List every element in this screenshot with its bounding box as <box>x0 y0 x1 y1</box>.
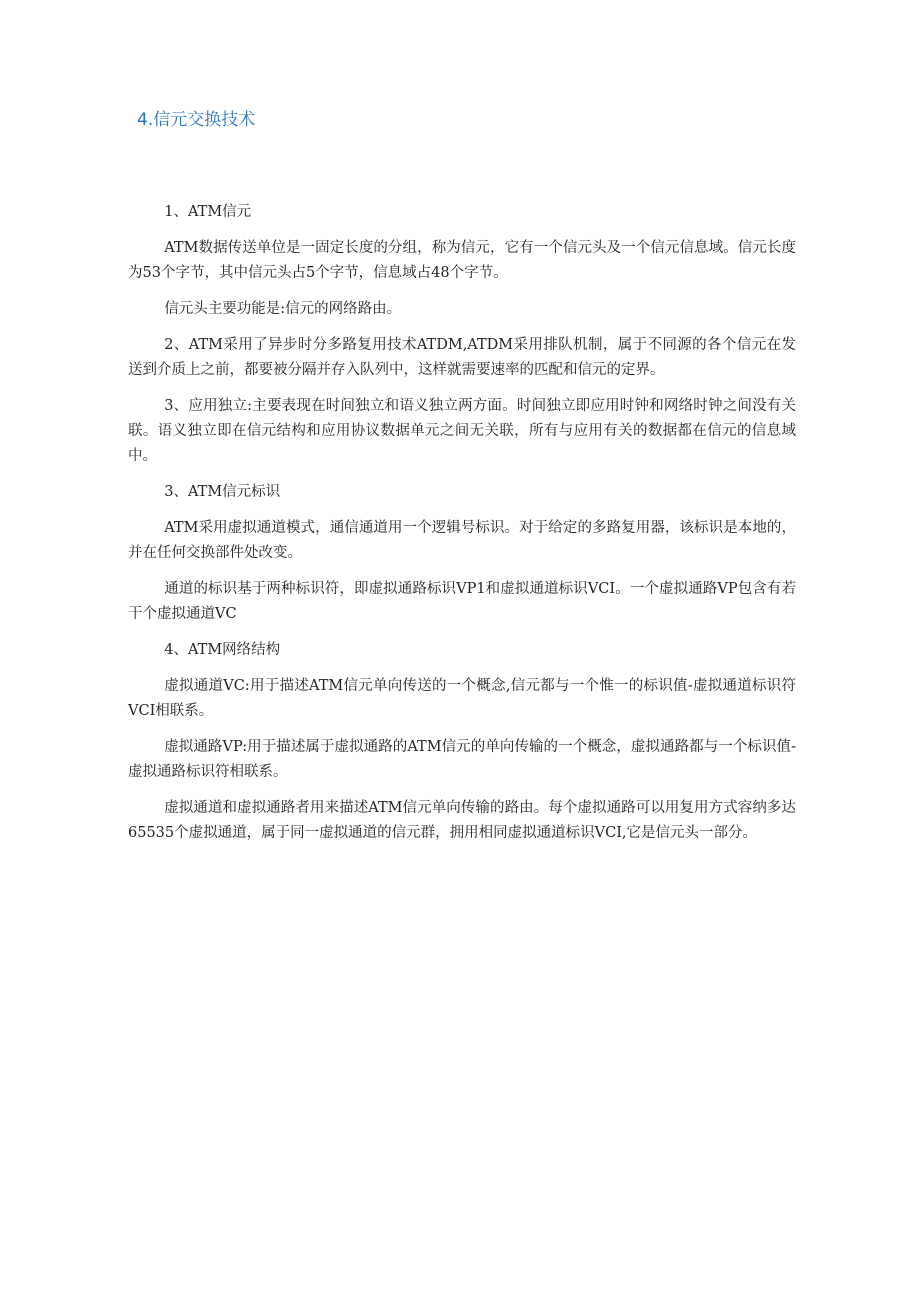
paragraph-virtual-path-vp: 虚拟通路VP:用于描述属于虚拟通路的ATM信元的单向传输的一个概念，虚拟通路都与一个标识值-虚拟通路标识符相联系。 <box>128 739 796 780</box>
paragraph-atm-cell-title: 1、ATM信元 <box>164 204 252 220</box>
paragraph-network-structure-title: 4、ATM网络结构 <box>164 642 281 658</box>
paragraph-atdm: 2、ATM采用了异步时分多路复用技术ATDM,ATDM采用排队机制，属于不同源的各个信元在发送到介质上之前，都要被分隔并存入队列中，这样就需要速率的匹配和信元的定界。 <box>128 337 796 378</box>
paragraph-virtual-channel-vc: 虚拟通道VC:用于描述ATM信元单向传送的一个概念,信元都与一个惟一的标识值-虚拟通道标识符VCI相联系。 <box>128 678 796 719</box>
paragraph-channel-identifiers: 通道的标识基于两种标识符，即虚拟通路标识VP1和虚拟通道标识VCI。一个虚拟通路VP包含有若干个虚拟通道VC <box>128 581 796 622</box>
paragraph-atm-cell-definition: ATM数据传送单位是一固定长度的分组，称为信元，它有一个信元头及一个信元信息域。信元长度为53个字节，其中信元头占5个字节，信息域占48个字节。 <box>128 240 796 281</box>
paragraph-cell-header-function: 信元头主要功能是:信元的网络路由。 <box>164 301 402 317</box>
paragraph-cell-identification-title: 3、ATM信元标识 <box>164 484 281 500</box>
document-body <box>128 200 796 857</box>
paragraph-routing-summary: 虚拟通道和虚拟通路者用来描述ATM信元单向传输的路由。每个虚拟通路可以用复用方式容纳多达65535个虚拟通道，属于同一虚拟通道的信元群，拥用相同虚拟通道标识VCI,它是信元头一部分。 <box>128 800 796 841</box>
paragraph-application-independence: 3、应用独立:主要表现在时间独立和语义独立两方面。时间独立即应用时钟和网络时钟之间没有关联。语义独立即在信元结构和应用协议数据单元之间无关联，所有与应用有关的数据都在信元的信息域中。 <box>128 398 796 464</box>
paragraph-virtual-channel-mode: ATM采用虚拟通道模式，通信通道用一个逻辑号标识。对于给定的多路复用器，该标识是本地的，并在任何交换部件处改变。 <box>128 520 796 561</box>
section-heading: 4.信元交换技术 <box>137 110 256 130</box>
